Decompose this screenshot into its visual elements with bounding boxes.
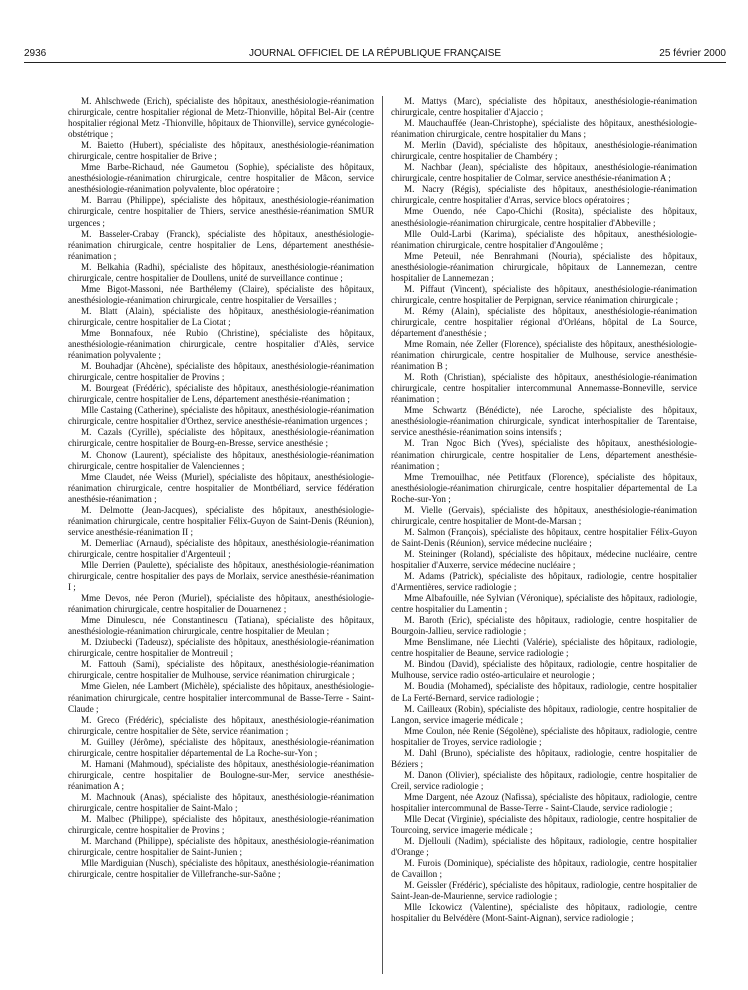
appointment-entry: M. Barrau (Philippe), spécialiste des hôpitaux, anesthésiologie-réanimation chirurgicale, centre hospitalier de Thiers, service anesthésie-réanimation SMUR urgences ; [68, 195, 374, 228]
appointment-entry: Mme Ouendo, née Capo-Chichi (Rosita), spécialiste des hôpitaux, anesthésiologie-réanimation chirurgicale, centre hospitalier d'Abbeville ; [391, 206, 697, 228]
publication-date: 25 février 2000 [659, 48, 726, 59]
appointment-entry: Mlle Ould-Larbi (Karima), spécialiste des hôpitaux, anesthésiologie-réanimation chirurgicale, centre hospitalier d'Angoulême ; [391, 228, 697, 250]
appointment-entry: M. Boudia (Mohamed), spécialiste des hôpitaux, radiologie, centre hospitalier de La Ferté-Bernard, service radiologie ; [391, 681, 697, 703]
appointment-entry: Mme Schwartz (Bénédicte), née Laroche, spécialiste des hôpitaux, anesthésiologie-réanimation chirurgicale, syndicat interhospitalier de Tarentaise, service anesthésie-réanimation soins intensifs ; [391, 405, 697, 438]
page-number: 2936 [24, 48, 47, 59]
appointment-entry: M. Chonow (Laurent), spécialiste des hôpitaux, anesthésiologie-réanimation chirurgicale, centre hospitalier de Valenciennes ; [68, 449, 374, 471]
appointment-entry: M. Roth (Christian), spécialiste des hôpitaux, anesthésiologie-réanimation chirurgicale, centre hospitalier intercommunal Annemasse-Bonneville, service réanimation ; [391, 372, 697, 405]
appointment-entry: M. Salmon (François), spécialiste des hôpitaux, centre hospitalier Félix-Guyon de Saint-Denis (Réunion), service médecine nucléaire ; [391, 526, 697, 548]
appointment-entry: Mme Barbe-Richaud, née Gaumetou (Sophie), spécialiste des hôpitaux, anesthésiologie-réanimation chirurgicale, centre hospitalier de Mâcon, service anesthésiologie-réanimation polyvalente, bloc opératoire ; [68, 162, 374, 195]
appointment-entry: M. Steininger (Roland), spécialiste des hôpitaux, médecine nucléaire, centre hospitalier d'Auxerre, service médecine nucléaire ; [391, 548, 697, 570]
journal-title: JOURNAL OFFICIEL DE LA RÉPUBLIQUE FRANÇAISE [248, 48, 502, 59]
appointment-entry: M. Belkahia (Radhi), spécialiste des hôpitaux, anesthésiologie-réanimation chirurgicale, centre hospitalier de Doullens, unité de surveillance continue ; [68, 261, 374, 283]
appointment-entry: Mme Bonnafoux, née Rubio (Christine), spécialiste des hôpitaux, anesthésiologie-réanimation chirurgicale, centre hospitalier d'Alès, service réanimation polyvalente ; [68, 327, 374, 361]
right-column [391, 96, 697, 925]
appointment-entry: M. Bindou (David), spécialiste des hôpitaux, radiologie, centre hospitalier de Mulhouse, service radio ostéo-articulaire et neurologie ; [391, 659, 697, 681]
appointment-entry: M. Adams (Patrick), spécialiste des hôpitaux, radiologie, centre hospitalier d'Armentières, service radiologie ; [391, 571, 697, 593]
appointment-entry: M. Dahl (Bruno), spécialiste des hôpitaux, radiologie, centre hospitalier de Béziers ; [391, 747, 697, 769]
appointment-entry: Mlle Decat (Virginie), spécialiste des hôpitaux, radiologie, centre hospitalier de Tourcoing, service imagerie médicale ; [391, 814, 697, 836]
appointment-entry: M. Machnouk (Anas), spécialiste des hôpitaux, anesthésiologie-réanimation chirurgicale, centre hospitalier de Saint-Malo ; [68, 791, 374, 813]
appointment-entry: M. Blatt (Alain), spécialiste des hôpitaux, anesthésiologie-réanimation chirurgicale, centre hospitalier de La Ciotat ; [68, 305, 374, 327]
appointment-entry: M. Demerliac (Arnaud), spécialiste des hôpitaux, anesthésiologie-réanimation chirurgicale, centre hospitalier d'Argenteuil ; [68, 537, 374, 559]
appointment-entry: Mme Dargent, née Azouz (Nafissa), spécialiste des hôpitaux, radiologie, centre hospitalier intercommunal de Basse-Terre - Saint-Claude, service radiologie ; [391, 791, 697, 813]
appointment-entry: M. Vielle (Gervais), spécialiste des hôpitaux, anesthésiologie-réanimation chirurgicale, centre hospitalier de Mont-de-Marsan ; [391, 504, 697, 526]
appointment-entry: Mme Bigot-Massoni, née Barthélemy (Claire), spécialiste des hôpitaux, anesthésiologie-réanimation chirurgicale, centre hospitalier de Versailles ; [68, 283, 374, 305]
appointment-entry: M. Mattys (Marc), spécialiste des hôpitaux, anesthésiologie-réanimation chirurgicale, centre hospitalier d'Ajaccio ; [391, 96, 697, 118]
appointment-entry: M. Nacry (Régis), spécialiste des hôpitaux, anesthésiologie-réanimation chirurgicale, centre hospitalier d'Arras, service blocs opératoires ; [391, 184, 697, 206]
appointment-entry: Mlle Ickowicz (Valentine), spécialiste des hôpitaux, radiologie, centre hospitalier du Belvédère (Mont-Saint-Aignan), service radiologie ; [391, 902, 697, 924]
appointment-entry: Mme Dinulescu, née Constantinescu (Tatiana), spécialiste des hôpitaux, anesthésiologie-réanimation chirurgicale, centre hospitalier de Meulan ; [68, 615, 374, 637]
appointment-entry: M. Piffaut (Vincent), spécialiste des hôpitaux, anesthésiologie-réanimation chirurgicale, centre hospitalier de Perpignan, service réanimation chirurgicale ; [391, 283, 697, 305]
appointment-entry: Mlle Mardiguian (Nusch), spécialiste des hôpitaux, anesthésiologie-réanimation chirurgicale, centre hospitalier de Villefranche-sur-Saône ; [68, 858, 374, 880]
appointment-entry: Mme Claudet, née Weiss (Muriel), spécialiste des hôpitaux, anesthésiologie-réanimation chirurgicale, centre hospitalier de Montbéliard, service fédération anesthésie-réanimation ; [68, 471, 374, 504]
appointment-entry: M. Cailleaux (Robin), spécialiste des hôpitaux, radiologie, centre hospitalier de Langon, service imagerie médicale ; [391, 703, 697, 725]
appointment-entry: M. Hamani (Mahmoud), spécialiste des hôpitaux, anesthésiologie-réanimation chirurgicale, centre hospitalier de Boulogne-sur-Mer, service anesthésie-réanimation A ; [68, 758, 374, 791]
appointment-entry: M. Malbec (Philippe), spécialiste des hôpitaux, anesthésiologie-réanimation chirurgicale, centre hospitalier de Provins ; [68, 814, 374, 836]
appointment-entry: Mme Gielen, née Lambert (Michèle), spécialiste des hôpitaux, anesthésiologie-réanimation chirurgicale, centre hospitalier intercommunal de Basse-Terre - Saint-Claude ; [68, 681, 374, 714]
appointment-entry: M. Baietto (Hubert), spécialiste des hôpitaux, anesthésiologie-réanimation chirurgicale, centre hospitalier de Brive ; [68, 140, 374, 162]
appointment-entry: Mme Peteuil, née Benrahmani (Nouria), spécialiste des hôpitaux, anesthésiologie-réanimation chirurgicale, hôpitaux de Lannemezan, centre hospitalier de Lannemezan ; [391, 250, 697, 283]
appointment-entry: Mme Albafouille, née Sylvian (Véronique), spécialiste des hôpitaux, radiologie, centre hospitalier du Lamentin ; [391, 593, 697, 615]
appointment-entry: M. Dziubecki (Tadeusz), spécialiste des hôpitaux, anesthésiologie-réanimation chirurgicale, centre hospitalier de Montreuil ; [68, 637, 374, 659]
appointment-entry: M. Djellouli (Nadim), spécialiste des hôpitaux, radiologie, centre hospitalier d'Orange ; [391, 836, 697, 858]
appointment-entry: Mme Romain, née Zeller (Florence), spécialiste des hôpitaux, anesthésiologie-réanimation chirurgicale, centre hospitalier de Mulhouse, service anesthésie-réanimation B ; [391, 339, 697, 372]
appointment-entry: M. Guilley (Jérôme), spécialiste des hôpitaux, anesthésiologie-réanimation chirurgicale, centre hospitalier départemental de La Roche-sur-Yon ; [68, 736, 374, 758]
appointment-entry: M. Marchand (Philippe), spécialiste des hôpitaux, anesthésiologie-réanimation chirurgicale, centre hospitalier de Saint-Junien ; [68, 836, 374, 858]
appointment-entry: M. Tran Ngoc Bich (Yves), spécialiste des hôpitaux, anesthésiologie-réanimation chirurgicale, centre hospitalier de Lens, département anesthésie-réanimation ; [391, 438, 697, 471]
appointment-entry: M. Geissler (Frédéric), spécialiste des hôpitaux, radiologie, centre hospitalier de Saint-Jean-de-Maurienne, service radiologie ; [391, 880, 697, 902]
appointment-entry: M. Mauchauffée (Jean-Christophe), spécialiste des hôpitaux, anesthésiologie-réanimation chirurgicale, centre hospitalier du Mans ; [391, 118, 697, 140]
appointment-entry: M. Baroth (Eric), spécialiste des hôpitaux, radiologie, centre hospitalier de Bourgoin-Jallieu, service radiologie ; [391, 615, 697, 637]
left-column [68, 96, 374, 880]
appointment-entry: M. Furois (Dominique), spécialiste des hôpitaux, radiologie, centre hospitalier de Cavaillon ; [391, 858, 697, 880]
appointment-entry: M. Delmotte (Jean-Jacques), spécialiste des hôpitaux, anesthésiologie-réanimation chirurgicale, centre hospitalier Félix-Guyon de Saint-Denis (Réunion), service anesthésie-réanimation II ; [68, 504, 374, 537]
appointment-entry: M. Cazals (Cyrille), spécialiste des hôpitaux, anesthésiologie-réanimation chirurgicale, centre hospitalier de Bourg-en-Bresse, service anesthésie ; [68, 427, 374, 449]
appointment-entry: M. Rémy (Alain), spécialiste des hôpitaux, anesthésiologie-réanimation chirurgicale, centre hospitalier régional d'Orléans, hôpital de La Source, département d'anesthésie ; [391, 305, 697, 338]
appointment-entry: Mme Tremouilhac, née Petitfaux (Florence), spécialiste des hôpitaux, anesthésiologie-réanimation chirurgicale, centre hospitalier départemental de La Roche-sur-Yon ; [391, 471, 697, 504]
appointment-entry: M. Bourgeat (Frédéric), spécialiste des hôpitaux, anesthésiologie-réanimation chirurgicale, centre hospitalier de Lens, département anesthésie-réanimation ; [68, 383, 374, 405]
header-rule [24, 62, 726, 63]
appointment-entry: M. Bouhadjar (Ahcène), spécialiste des hôpitaux, anesthésiologie-réanimation chirurgicale, centre hospitalier de Provins ; [68, 361, 374, 383]
page-header [24, 48, 726, 62]
appointment-entry: M. Merlin (David), spécialiste des hôpitaux, anesthésiologie-réanimation chirurgicale, centre hospitalier de Chambéry ; [391, 140, 697, 162]
appointment-entry: M. Fattouh (Sami), spécialiste des hôpitaux, anesthésiologie-réanimation chirurgicale, centre hospitalier de Mulhouse, service réanimation chirurgicale ; [68, 659, 374, 681]
appointment-entry: M. Ahlschwede (Erich), spécialiste des hôpitaux, anesthésiologie-réanimation chirurgicale, centre hospitalier régional de Metz-Thionville, hôpital Bel-Air (centre hospitalier régional Metz -Thionville, hôpitaux de Thionville), service gynécologie-obstétrique ; [68, 96, 374, 140]
appointment-entry: Mme Coulon, née Renie (Ségolène), spécialiste des hôpitaux, radiologie, centre hospitalier de Troyes, service radiologie ; [391, 725, 697, 747]
appointment-entry: Mlle Derrien (Paulette), spécialiste des hôpitaux, anesthésiologie-réanimation chirurgicale, centre hospitalier des pays de Morlaix, service anesthésie-réanimation I ; [68, 559, 374, 593]
appointment-entry: M. Greco (Frédéric), spécialiste des hôpitaux, anesthésiologie-réanimation chirurgicale, centre hospitalier de Sète, service réanimation ; [68, 714, 374, 736]
appointment-entry: M. Nachbar (Jean), spécialiste des hôpitaux, anesthésiologie-réanimation chirurgicale, centre hospitalier de Colmar, service anesthésie-réanimation A ; [391, 162, 697, 184]
appointment-entry: M. Danon (Olivier), spécialiste des hôpitaux, radiologie, centre hospitalier de Creil, service radiologie ; [391, 769, 697, 791]
appointment-entry: Mme Devos, née Peron (Muriel), spécialiste des hôpitaux, anesthésiologie-réanimation chirurgicale, centre hospitalier de Douarnenez ; [68, 593, 374, 615]
appointment-entry: Mlle Castaing (Catherine), spécialiste des hôpitaux, anesthésiologie-réanimation chirurgicale, centre hospitalier d'Orthez, service anesthésie-réanimation urgences ; [68, 405, 374, 427]
appointment-entry: Mme Benslimane, née Liechti (Valérie), spécialiste des hôpitaux, radiologie, centre hospitalier de Beaune, service radiologie ; [391, 637, 697, 659]
column-divider [382, 96, 383, 974]
appointment-entry: M. Basseler-Crabay (Franck), spécialiste des hôpitaux, anesthésiologie-réanimation chirurgicale, centre hospitalier de Lens, département anesthésie-réanimation ; [68, 228, 374, 261]
